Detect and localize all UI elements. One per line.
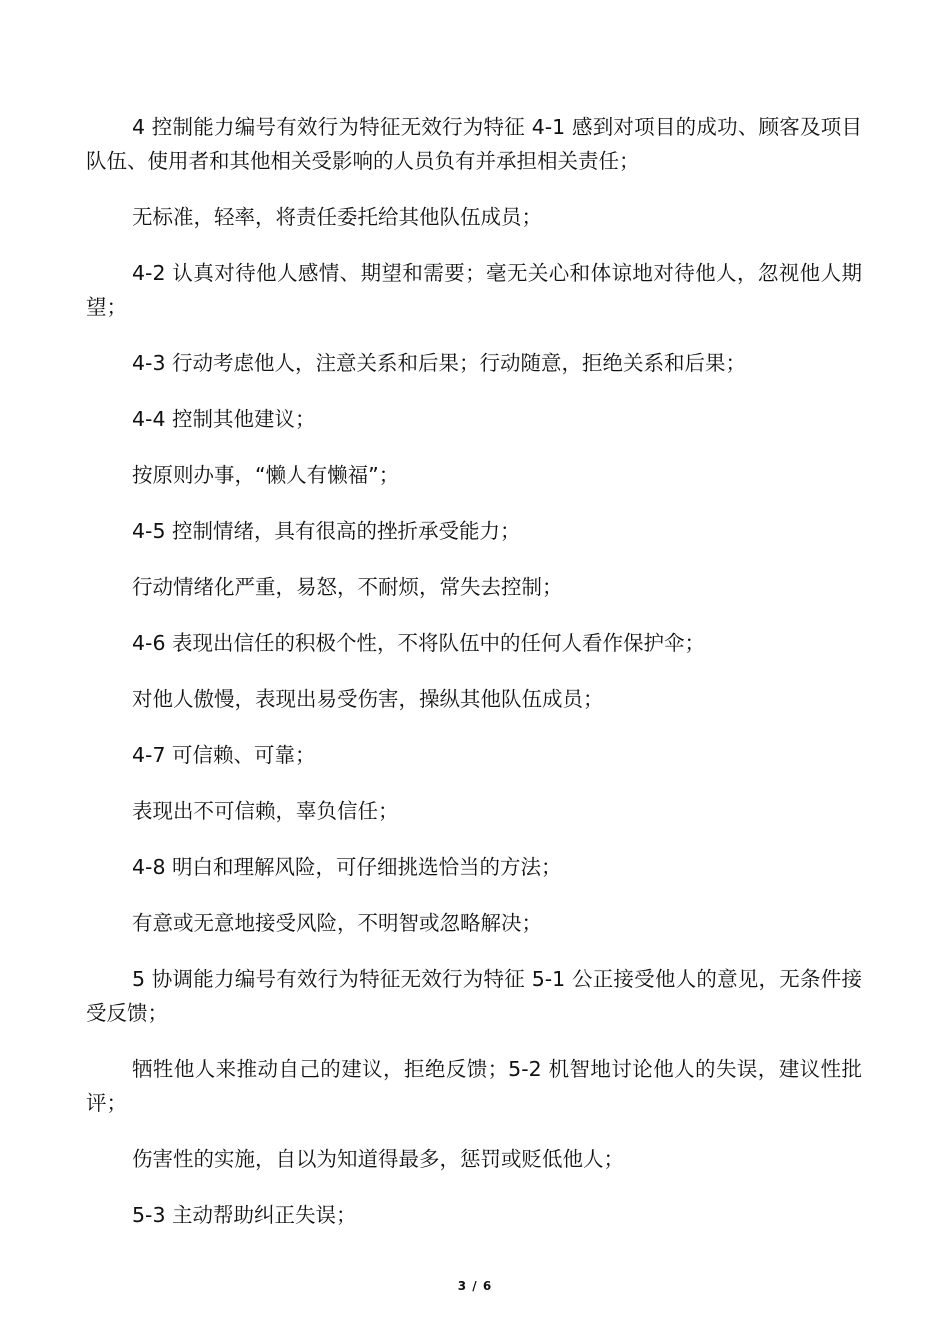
paragraph: 表现出不可信赖，辜负信任； — [132, 799, 399, 823]
paragraph: 4-8 明白和理解风险，可仔细挑选恰当的方法； — [132, 855, 562, 879]
paragraph: 5-3 主动帮助纠正失误； — [132, 1203, 357, 1227]
paragraph: 4-3 行动考虑他人，注意关系和后果；行动随意，拒绝关系和后果； — [132, 351, 746, 375]
paragraph: 4-4 控制其他建议； — [132, 407, 316, 431]
paragraph: 牺牲他人来推动自己的建议，拒绝反馈；5-2 机智地讨论他人的失误，建议性批评； — [86, 1057, 862, 1115]
paragraph: 4-7 可信赖、可靠； — [132, 743, 316, 767]
page-number: 3 / 6 — [457, 1279, 493, 1293]
paragraph: 按原则办事，“懒人有懒福”； — [132, 463, 400, 487]
paragraph: 对他人傲慢，表现出易受伤害，操纵其他队伍成员； — [132, 687, 604, 711]
paragraph: 无标准，轻率，将责任委托给其他队伍成员； — [132, 205, 542, 229]
paragraph: 4-6 表现出信任的积极个性，不将队伍中的任何人看作保护伞； — [132, 631, 705, 655]
paragraph: 伤害性的实施，自以为知道得最多，惩罚或贬低他人； — [132, 1147, 624, 1171]
paragraph: 4-2 认真对待他人感情、期望和需要；毫无关心和体谅地对待他人，忽视他人期望； — [86, 261, 862, 319]
paragraph: 5 协调能力编号有效行为特征无效行为特征 5-1 公正接受他人的意见，无条件接受反馈； — [86, 967, 862, 1025]
paragraph: 行动情绪化严重，易怒，不耐烦，常失去控制； — [132, 575, 563, 599]
paragraph: 有意或无意地接受风险，不明智或忽略解决； — [132, 911, 542, 935]
paragraph: 4 控制能力编号有效行为特征无效行为特征 4-1 感到对项目的成功、顾客及项目队伍、使用者和其他相关受影响的人员负有并承担相关责任； — [86, 115, 862, 173]
document-body — [86, 110, 862, 1254]
paragraph: 4-5 控制情绪，具有很高的挫折承受能力； — [132, 519, 521, 543]
